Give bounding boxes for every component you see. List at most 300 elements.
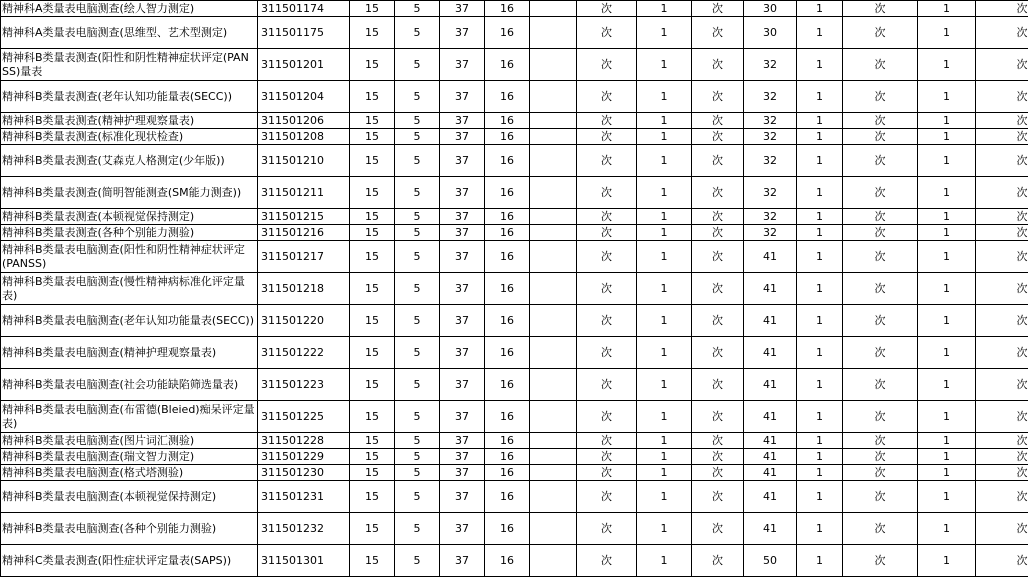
item-name-cell: 精神科B类量表电脑测查(图片词汇测验) xyxy=(1,433,258,449)
unit-cell-3: 次 xyxy=(843,129,918,145)
count-cell-2: 1 xyxy=(797,369,843,401)
table-row xyxy=(1,113,1028,129)
value-cell-3: 37 xyxy=(440,369,485,401)
value-cell-4: 16 xyxy=(485,305,530,337)
value-cell-1: 15 xyxy=(350,433,395,449)
unit-cell-4: 次 xyxy=(976,369,1028,401)
count-cell-1: 1 xyxy=(637,241,692,273)
unit-cell-4: 次 xyxy=(976,545,1028,577)
unit-cell-1: 次 xyxy=(577,337,637,369)
table-row xyxy=(1,225,1028,241)
item-name-cell: 精神科B类量表测查(本顿视觉保持测定) xyxy=(1,209,258,225)
unit-cell-3: 次 xyxy=(843,113,918,129)
item-code-cell: 311501229 xyxy=(258,449,350,465)
count-cell-3: 1 xyxy=(918,337,976,369)
empty-cell xyxy=(530,241,577,273)
count-cell-3: 1 xyxy=(918,401,976,433)
value-cell-2: 5 xyxy=(395,145,440,177)
price-cell: 41 xyxy=(744,449,797,465)
value-cell-1: 15 xyxy=(350,305,395,337)
unit-cell-1: 次 xyxy=(577,465,637,481)
unit-cell-2: 次 xyxy=(692,337,744,369)
unit-cell-3: 次 xyxy=(843,433,918,449)
unit-cell-3: 次 xyxy=(843,449,918,465)
empty-cell xyxy=(530,49,577,81)
value-cell-3: 37 xyxy=(440,337,485,369)
unit-cell-2: 次 xyxy=(692,225,744,241)
item-name-cell: 精神科B类量表电脑测查(瑞文智力测定) xyxy=(1,449,258,465)
price-cell: 32 xyxy=(744,49,797,81)
unit-cell-4: 次 xyxy=(976,401,1028,433)
unit-cell-2: 次 xyxy=(692,545,744,577)
price-cell: 41 xyxy=(744,241,797,273)
empty-cell xyxy=(530,545,577,577)
item-code-cell: 311501175 xyxy=(258,17,350,49)
item-code-cell: 311501230 xyxy=(258,465,350,481)
item-name-cell: 精神科B类量表测查(阳性和阴性精神症状评定(PANSS)量表 xyxy=(1,49,258,81)
table-row xyxy=(1,545,1028,577)
value-cell-1: 15 xyxy=(350,273,395,305)
table-row xyxy=(1,17,1028,49)
value-cell-4: 16 xyxy=(485,433,530,449)
table-row xyxy=(1,305,1028,337)
count-cell-2: 1 xyxy=(797,449,843,465)
unit-cell-3: 次 xyxy=(843,481,918,513)
count-cell-2: 1 xyxy=(797,241,843,273)
unit-cell-3: 次 xyxy=(843,337,918,369)
count-cell-2: 1 xyxy=(797,129,843,145)
price-cell: 41 xyxy=(744,513,797,545)
price-cell: 41 xyxy=(744,481,797,513)
unit-cell-4: 次 xyxy=(976,177,1028,209)
unit-cell-1: 次 xyxy=(577,129,637,145)
value-cell-4: 16 xyxy=(485,369,530,401)
unit-cell-3: 次 xyxy=(843,305,918,337)
unit-cell-2: 次 xyxy=(692,209,744,225)
unit-cell-2: 次 xyxy=(692,145,744,177)
item-name-cell: 精神科B类量表测查(简明智能测查(SM能力测查)) xyxy=(1,177,258,209)
value-cell-3: 37 xyxy=(440,545,485,577)
count-cell-2: 1 xyxy=(797,481,843,513)
count-cell-3: 1 xyxy=(918,433,976,449)
unit-cell-2: 次 xyxy=(692,433,744,449)
value-cell-3: 37 xyxy=(440,129,485,145)
count-cell-3: 1 xyxy=(918,369,976,401)
empty-cell xyxy=(530,273,577,305)
item-code-cell: 311501174 xyxy=(258,1,350,17)
price-cell: 41 xyxy=(744,337,797,369)
value-cell-2: 5 xyxy=(395,177,440,209)
table-row xyxy=(1,81,1028,113)
value-cell-2: 5 xyxy=(395,369,440,401)
count-cell-3: 1 xyxy=(918,1,976,17)
item-code-cell: 311501215 xyxy=(258,209,350,225)
count-cell-1: 1 xyxy=(637,49,692,81)
empty-cell xyxy=(530,513,577,545)
value-cell-3: 37 xyxy=(440,49,485,81)
item-code-cell: 311501220 xyxy=(258,305,350,337)
unit-cell-4: 次 xyxy=(976,17,1028,49)
count-cell-3: 1 xyxy=(918,241,976,273)
price-cell: 32 xyxy=(744,129,797,145)
value-cell-2: 5 xyxy=(395,465,440,481)
value-cell-1: 15 xyxy=(350,129,395,145)
price-cell: 50 xyxy=(744,545,797,577)
item-name-cell: 精神科B类量表测查(标准化现状检查) xyxy=(1,129,258,145)
count-cell-3: 1 xyxy=(918,145,976,177)
table-row xyxy=(1,129,1028,145)
empty-cell xyxy=(530,465,577,481)
count-cell-1: 1 xyxy=(637,1,692,17)
count-cell-1: 1 xyxy=(637,465,692,481)
value-cell-2: 5 xyxy=(395,81,440,113)
count-cell-3: 1 xyxy=(918,49,976,81)
empty-cell xyxy=(530,129,577,145)
unit-cell-2: 次 xyxy=(692,305,744,337)
unit-cell-1: 次 xyxy=(577,209,637,225)
empty-cell xyxy=(530,113,577,129)
value-cell-3: 37 xyxy=(440,273,485,305)
value-cell-1: 15 xyxy=(350,81,395,113)
empty-cell xyxy=(530,369,577,401)
value-cell-4: 16 xyxy=(485,241,530,273)
value-cell-2: 5 xyxy=(395,49,440,81)
unit-cell-3: 次 xyxy=(843,513,918,545)
value-cell-2: 5 xyxy=(395,17,440,49)
price-cell: 30 xyxy=(744,17,797,49)
price-cell: 41 xyxy=(744,305,797,337)
unit-cell-1: 次 xyxy=(577,177,637,209)
value-cell-1: 15 xyxy=(350,177,395,209)
unit-cell-1: 次 xyxy=(577,433,637,449)
unit-cell-1: 次 xyxy=(577,401,637,433)
count-cell-1: 1 xyxy=(637,17,692,49)
value-cell-1: 15 xyxy=(350,401,395,433)
item-code-cell: 311501201 xyxy=(258,49,350,81)
empty-cell xyxy=(530,481,577,513)
value-cell-4: 16 xyxy=(485,225,530,241)
table-row xyxy=(1,1,1028,17)
unit-cell-2: 次 xyxy=(692,273,744,305)
count-cell-3: 1 xyxy=(918,513,976,545)
count-cell-2: 1 xyxy=(797,337,843,369)
count-cell-2: 1 xyxy=(797,305,843,337)
value-cell-4: 16 xyxy=(485,209,530,225)
unit-cell-3: 次 xyxy=(843,465,918,481)
unit-cell-2: 次 xyxy=(692,449,744,465)
value-cell-2: 5 xyxy=(395,305,440,337)
unit-cell-1: 次 xyxy=(577,449,637,465)
table-row xyxy=(1,49,1028,81)
unit-cell-4: 次 xyxy=(976,225,1028,241)
unit-cell-3: 次 xyxy=(843,241,918,273)
count-cell-2: 1 xyxy=(797,49,843,81)
value-cell-3: 37 xyxy=(440,1,485,17)
table-row xyxy=(1,273,1028,305)
unit-cell-2: 次 xyxy=(692,369,744,401)
value-cell-3: 37 xyxy=(440,209,485,225)
item-code-cell: 311501301 xyxy=(258,545,350,577)
item-name-cell: 精神科A类量表电脑测查(绘人智力测定) xyxy=(1,1,258,17)
empty-cell xyxy=(530,337,577,369)
unit-cell-3: 次 xyxy=(843,209,918,225)
count-cell-1: 1 xyxy=(637,305,692,337)
count-cell-1: 1 xyxy=(637,225,692,241)
unit-cell-4: 次 xyxy=(976,209,1028,225)
price-cell: 32 xyxy=(744,81,797,113)
value-cell-3: 37 xyxy=(440,481,485,513)
unit-cell-3: 次 xyxy=(843,81,918,113)
count-cell-3: 1 xyxy=(918,449,976,465)
table-row xyxy=(1,209,1028,225)
price-cell: 41 xyxy=(744,465,797,481)
count-cell-2: 1 xyxy=(797,465,843,481)
value-cell-4: 16 xyxy=(485,273,530,305)
table-row xyxy=(1,337,1028,369)
item-code-cell: 311501225 xyxy=(258,401,350,433)
count-cell-3: 1 xyxy=(918,113,976,129)
value-cell-1: 15 xyxy=(350,145,395,177)
value-cell-4: 16 xyxy=(485,545,530,577)
unit-cell-3: 次 xyxy=(843,545,918,577)
item-name-cell: 精神科B类量表电脑测查(社会功能缺陷筛选量表) xyxy=(1,369,258,401)
empty-cell xyxy=(530,209,577,225)
value-cell-2: 5 xyxy=(395,401,440,433)
unit-cell-4: 次 xyxy=(976,113,1028,129)
value-cell-1: 15 xyxy=(350,513,395,545)
unit-cell-2: 次 xyxy=(692,481,744,513)
value-cell-4: 16 xyxy=(485,513,530,545)
empty-cell xyxy=(530,305,577,337)
unit-cell-3: 次 xyxy=(843,273,918,305)
count-cell-2: 1 xyxy=(797,273,843,305)
item-code-cell: 311501204 xyxy=(258,81,350,113)
value-cell-4: 16 xyxy=(485,129,530,145)
table-row xyxy=(1,513,1028,545)
item-name-cell: 精神科B类量表电脑测查(慢性精神病标准化评定量表) xyxy=(1,273,258,305)
value-cell-3: 37 xyxy=(440,433,485,449)
table-row xyxy=(1,369,1028,401)
value-cell-1: 15 xyxy=(350,465,395,481)
unit-cell-3: 次 xyxy=(843,49,918,81)
price-cell: 41 xyxy=(744,401,797,433)
unit-cell-4: 次 xyxy=(976,273,1028,305)
count-cell-3: 1 xyxy=(918,81,976,113)
price-cell: 41 xyxy=(744,273,797,305)
unit-cell-1: 次 xyxy=(577,225,637,241)
value-cell-2: 5 xyxy=(395,545,440,577)
item-code-cell: 311501210 xyxy=(258,145,350,177)
count-cell-2: 1 xyxy=(797,513,843,545)
count-cell-3: 1 xyxy=(918,225,976,241)
unit-cell-1: 次 xyxy=(577,241,637,273)
value-cell-2: 5 xyxy=(395,513,440,545)
item-name-cell: 精神科B类量表电脑测查(老年认知功能量表(SECC)) xyxy=(1,305,258,337)
value-cell-3: 37 xyxy=(440,177,485,209)
count-cell-3: 1 xyxy=(918,465,976,481)
unit-cell-4: 次 xyxy=(976,481,1028,513)
unit-cell-3: 次 xyxy=(843,369,918,401)
unit-cell-2: 次 xyxy=(692,401,744,433)
value-cell-1: 15 xyxy=(350,17,395,49)
unit-cell-4: 次 xyxy=(976,433,1028,449)
unit-cell-4: 次 xyxy=(976,129,1028,145)
item-name-cell: 精神科C类量表测查(阳性症状评定量表(SAPS)) xyxy=(1,545,258,577)
count-cell-3: 1 xyxy=(918,17,976,49)
unit-cell-2: 次 xyxy=(692,513,744,545)
value-cell-1: 15 xyxy=(350,449,395,465)
price-cell: 32 xyxy=(744,145,797,177)
count-cell-1: 1 xyxy=(637,513,692,545)
unit-cell-4: 次 xyxy=(976,305,1028,337)
unit-cell-1: 次 xyxy=(577,305,637,337)
empty-cell xyxy=(530,401,577,433)
count-cell-1: 1 xyxy=(637,401,692,433)
item-name-cell: 精神科B类量表测查(老年认知功能量表(SECC)) xyxy=(1,81,258,113)
value-cell-3: 37 xyxy=(440,513,485,545)
item-code-cell: 311501217 xyxy=(258,241,350,273)
value-cell-1: 15 xyxy=(350,49,395,81)
item-code-cell: 311501223 xyxy=(258,369,350,401)
item-code-cell: 311501218 xyxy=(258,273,350,305)
item-name-cell: 精神科B类量表测查(艾森克人格测定(少年版)) xyxy=(1,145,258,177)
item-code-cell: 311501228 xyxy=(258,433,350,449)
item-code-cell: 311501216 xyxy=(258,225,350,241)
count-cell-1: 1 xyxy=(637,129,692,145)
count-cell-2: 1 xyxy=(797,433,843,449)
unit-cell-1: 次 xyxy=(577,145,637,177)
value-cell-3: 37 xyxy=(440,465,485,481)
value-cell-2: 5 xyxy=(395,209,440,225)
value-cell-4: 16 xyxy=(485,49,530,81)
unit-cell-1: 次 xyxy=(577,1,637,17)
value-cell-1: 15 xyxy=(350,225,395,241)
item-code-cell: 311501222 xyxy=(258,337,350,369)
unit-cell-3: 次 xyxy=(843,1,918,17)
value-cell-4: 16 xyxy=(485,1,530,17)
count-cell-1: 1 xyxy=(637,113,692,129)
value-cell-2: 5 xyxy=(395,273,440,305)
count-cell-2: 1 xyxy=(797,113,843,129)
value-cell-4: 16 xyxy=(485,481,530,513)
value-cell-4: 16 xyxy=(485,337,530,369)
value-cell-4: 16 xyxy=(485,113,530,129)
value-cell-4: 16 xyxy=(485,81,530,113)
table-row xyxy=(1,401,1028,433)
value-cell-2: 5 xyxy=(395,113,440,129)
price-cell: 41 xyxy=(744,369,797,401)
count-cell-1: 1 xyxy=(637,145,692,177)
item-name-cell: 精神科A类量表电脑测查(思维型、艺术型测定) xyxy=(1,17,258,49)
table-body xyxy=(1,1,1028,577)
table-row xyxy=(1,241,1028,273)
unit-cell-1: 次 xyxy=(577,17,637,49)
value-cell-4: 16 xyxy=(485,401,530,433)
value-cell-1: 15 xyxy=(350,1,395,17)
item-name-cell: 精神科B类量表电脑测查(布雷德(Bleied)痴呆评定量表) xyxy=(1,401,258,433)
item-code-cell: 311501208 xyxy=(258,129,350,145)
unit-cell-1: 次 xyxy=(577,49,637,81)
empty-cell xyxy=(530,17,577,49)
price-cell: 41 xyxy=(744,433,797,449)
value-cell-3: 37 xyxy=(440,17,485,49)
count-cell-2: 1 xyxy=(797,545,843,577)
value-cell-2: 5 xyxy=(395,225,440,241)
count-cell-2: 1 xyxy=(797,17,843,49)
unit-cell-1: 次 xyxy=(577,113,637,129)
empty-cell xyxy=(530,145,577,177)
count-cell-3: 1 xyxy=(918,545,976,577)
value-cell-4: 16 xyxy=(485,177,530,209)
value-cell-1: 15 xyxy=(350,545,395,577)
unit-cell-4: 次 xyxy=(976,145,1028,177)
price-cell: 32 xyxy=(744,113,797,129)
value-cell-2: 5 xyxy=(395,337,440,369)
unit-cell-2: 次 xyxy=(692,81,744,113)
value-cell-3: 37 xyxy=(440,225,485,241)
count-cell-2: 1 xyxy=(797,401,843,433)
value-cell-3: 37 xyxy=(440,305,485,337)
price-cell: 30 xyxy=(744,1,797,17)
unit-cell-4: 次 xyxy=(976,1,1028,17)
value-cell-1: 15 xyxy=(350,337,395,369)
value-cell-3: 37 xyxy=(440,81,485,113)
table-row xyxy=(1,177,1028,209)
count-cell-2: 1 xyxy=(797,225,843,241)
unit-cell-1: 次 xyxy=(577,545,637,577)
count-cell-1: 1 xyxy=(637,433,692,449)
item-name-cell: 精神科B类量表电脑测查(各种个别能力测验) xyxy=(1,513,258,545)
value-cell-4: 16 xyxy=(485,17,530,49)
unit-cell-4: 次 xyxy=(976,337,1028,369)
item-code-cell: 311501211 xyxy=(258,177,350,209)
item-name-cell: 精神科B类量表电脑测查(阳性和阴性精神症状评定(PANSS) xyxy=(1,241,258,273)
value-cell-1: 15 xyxy=(350,113,395,129)
item-name-cell: 精神科B类量表测查(各种个别能力测验) xyxy=(1,225,258,241)
unit-cell-4: 次 xyxy=(976,465,1028,481)
value-cell-3: 37 xyxy=(440,113,485,129)
unit-cell-4: 次 xyxy=(976,513,1028,545)
unit-cell-4: 次 xyxy=(976,449,1028,465)
count-cell-3: 1 xyxy=(918,273,976,305)
unit-cell-2: 次 xyxy=(692,465,744,481)
value-cell-2: 5 xyxy=(395,241,440,273)
count-cell-1: 1 xyxy=(637,481,692,513)
count-cell-2: 1 xyxy=(797,1,843,17)
count-cell-1: 1 xyxy=(637,449,692,465)
count-cell-3: 1 xyxy=(918,129,976,145)
unit-cell-2: 次 xyxy=(692,241,744,273)
value-cell-3: 37 xyxy=(440,401,485,433)
count-cell-1: 1 xyxy=(637,337,692,369)
unit-cell-3: 次 xyxy=(843,225,918,241)
value-cell-2: 5 xyxy=(395,481,440,513)
unit-cell-2: 次 xyxy=(692,17,744,49)
count-cell-1: 1 xyxy=(637,273,692,305)
value-cell-3: 37 xyxy=(440,145,485,177)
unit-cell-2: 次 xyxy=(692,113,744,129)
unit-cell-4: 次 xyxy=(976,49,1028,81)
count-cell-1: 1 xyxy=(637,177,692,209)
count-cell-1: 1 xyxy=(637,81,692,113)
count-cell-3: 1 xyxy=(918,177,976,209)
unit-cell-2: 次 xyxy=(692,129,744,145)
count-cell-1: 1 xyxy=(637,369,692,401)
unit-cell-2: 次 xyxy=(692,49,744,81)
table-row xyxy=(1,449,1028,465)
unit-cell-3: 次 xyxy=(843,177,918,209)
unit-cell-1: 次 xyxy=(577,273,637,305)
